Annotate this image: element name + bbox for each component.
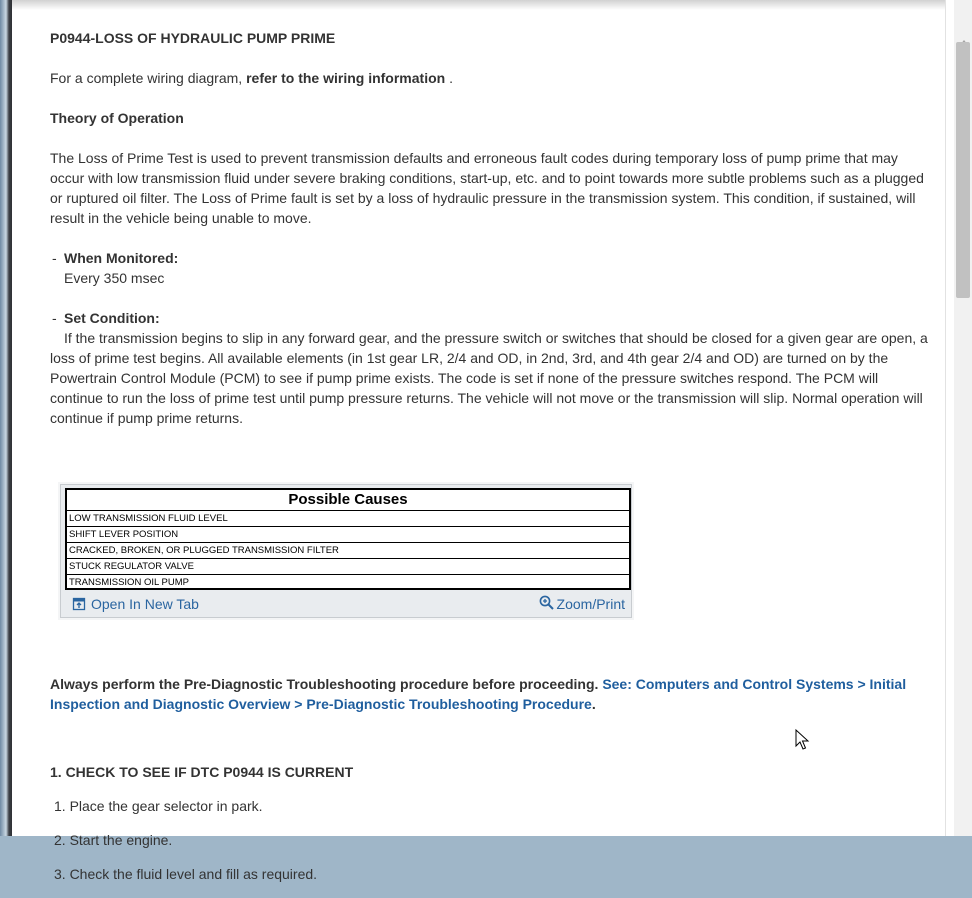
bullet-dash: - [52, 310, 57, 326]
theory-text: The Loss of Prime Test is used to prevent transmission defaults and erroneous fault codes during temporary loss of pump prime that may occur with low transmission fluid under severe braking conditions, start-up, etc. and to point towards more subtle problems such as a plugged or ruptured oil filter. The Loss of Prime fault is set by a loss of hydraulic pressure in the transmission system. This condition, if sustained, will result in the vehicle being unable to move. [50, 150, 924, 226]
theory-heading: Theory of Operation [50, 110, 184, 126]
when-monitored-value: Every 350 msec [64, 270, 165, 286]
set-condition-label: Set Condition: [64, 310, 160, 326]
possible-causes-figure [60, 484, 632, 618]
magnifier-icon [539, 595, 555, 616]
procedure-section [50, 660, 930, 898]
pre-diagnostic-paragraph [50, 674, 930, 714]
document-title: P0944-LOSS OF HYDRAULIC PUMP PRIME [50, 30, 336, 46]
header-shadow [12, 0, 946, 10]
open-new-tab-button[interactable] [73, 594, 199, 615]
wiring-paragraph [50, 68, 930, 88]
open-new-tab-icon [73, 595, 85, 615]
list-item: 2. Start the engine. [54, 832, 173, 848]
open-new-tab-label: Open In New Tab [91, 596, 199, 612]
vertical-scrollbar[interactable] [945, 0, 972, 836]
cause-row: CRACKED, BROKEN, OR PLUGGED TRANSMISSION FILTER [67, 543, 629, 559]
wiring-link[interactable]: refer to the wiring information [246, 70, 446, 86]
pre-diagnostic-text: Always perform the Pre-Diagnostic Troubleshooting procedure before proceeding. [50, 676, 603, 692]
figure-footer [61, 589, 631, 615]
document-body [50, 28, 930, 612]
when-monitored-label: When Monitored: [64, 250, 179, 266]
causes-heading: Possible Causes [67, 490, 629, 511]
set-condition-item [50, 308, 930, 328]
zoom-print-button[interactable] [539, 594, 625, 616]
cause-row: TRANSMISSION OIL PUMP [69, 577, 189, 588]
bullet-dash: - [52, 250, 57, 266]
cause-row: SHIFT LEVER POSITION [67, 527, 629, 543]
pre-diagnostic-link[interactable]: See: Computers and Control Systems > Initial Inspection and Diagnostic Overview > Pre-Diagnostic Troubleshooting Procedure [50, 676, 907, 712]
period: . [591, 696, 596, 712]
cause-row: LOW TRANSMISSION FLUID LEVEL [67, 511, 629, 527]
zoom-print-label: Zoom/Print [556, 596, 625, 612]
scrollbar-gutter [946, 0, 954, 836]
scroll-thumb[interactable] [956, 42, 970, 298]
cause-row: STUCK REGULATOR VALVE [67, 559, 629, 575]
possible-causes-table [65, 488, 631, 590]
mouse-pointer-icon [795, 729, 809, 756]
list-item: 1. Place the gear selector in park. [54, 798, 263, 814]
wiring-suffix: . [445, 70, 453, 86]
wiring-prefix: For a complete wiring diagram, [50, 70, 247, 86]
document-viewer [12, 0, 972, 882]
set-condition-text: If the transmission begins to slip in any forward gear, and the pressure switch or switches that should be closed for a given gear are open, a loss of prime test begins. All available elements (in 1st gear LR, 2/4 and OD, in 2nd, 3rd, and 4th gear 2/4 and OD) are turned on by the Powertrain Control Module (PCM) to see if pump prime exists. The code is set if none of the pressure switches respond. The PCM will continue to run the loss of prime test until pump pressure returns. The vehicle will not move or the transmission will slip. Normal operation will continue if pump prime returns. [50, 330, 928, 426]
window-edge [0, 0, 12, 836]
step-heading: 1. CHECK TO SEE IF DTC P0944 IS CURRENT [50, 764, 354, 780]
when-monitored-item [50, 248, 930, 268]
list-item: 3. Check the fluid level and fill as required. [54, 866, 318, 882]
